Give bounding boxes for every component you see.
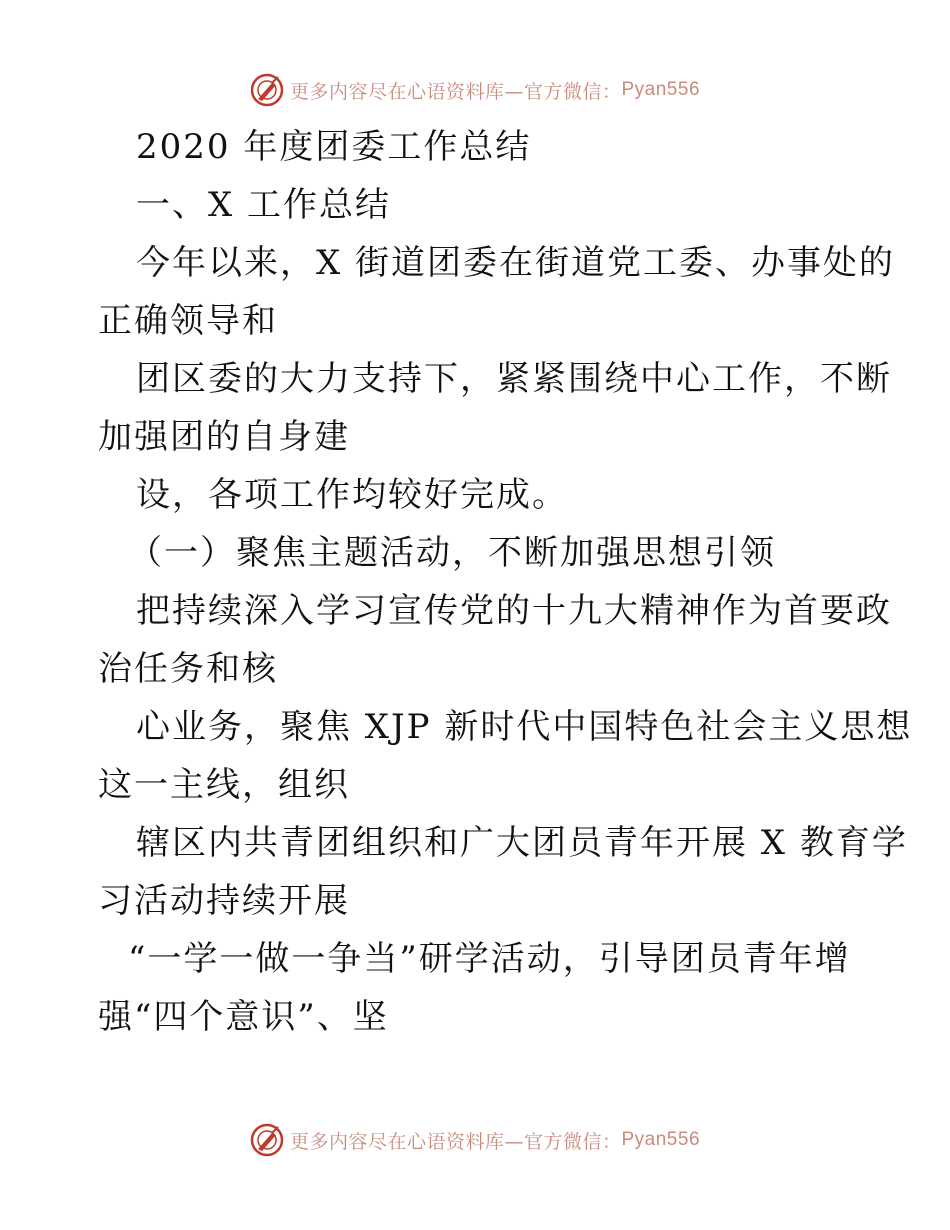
paragraph-line: 心业务，聚焦 XJP 新时代中国特色社会主义思想 (136, 707, 913, 747)
paragraph-line: 习活动持续开展 (98, 881, 350, 921)
watermark-text: 更多内容尽在心语资料库—官方微信： (289, 80, 622, 103)
doc-title: 2020 年度团委工作总结 (136, 127, 532, 167)
paragraph-line: 把持续深入学习宣传党的十九大精神作为首要政 (136, 591, 892, 631)
paragraph-line: 加强团的自身建 (98, 417, 350, 457)
paragraph-line: 辖区内共青团组织和广大团员青年开展 X 教育学 (136, 823, 908, 863)
paragraph-line: 设，各项工作均较好完成。 (136, 475, 568, 515)
paragraph-line: 治任务和核 (98, 649, 278, 689)
pen-logo-icon (250, 1123, 284, 1157)
watermark-text: 更多内容尽在心语资料库—官方微信： (289, 1130, 622, 1153)
document-body (98, 118, 913, 1046)
subsection-heading: （一）聚焦主题活动，不断加强思想引领 (128, 533, 776, 573)
paragraph-line: 强“四个意识”、坚 (98, 997, 389, 1037)
section-heading: 一、X 工作总结 (136, 185, 392, 225)
footer-watermark (0, 1120, 950, 1160)
watermark-wechat-id: Pyan556 (621, 1129, 701, 1150)
paragraph-line: 团区委的大力支持下，紧紧围绕中心工作，不断 (136, 359, 892, 399)
paragraph-line: “一学一做一争当”研学活动，引导团员青年增 (128, 939, 851, 979)
paragraph-line: 正确领导和 (98, 301, 278, 341)
pen-logo-icon (250, 73, 284, 107)
paragraph-line: 今年以来，X 街道团委在街道党工委、办事处的 (136, 243, 896, 283)
paragraph-line: 这一主线，组织 (98, 765, 350, 805)
header-watermark (0, 70, 950, 110)
watermark-wechat-id: Pyan556 (621, 79, 701, 100)
